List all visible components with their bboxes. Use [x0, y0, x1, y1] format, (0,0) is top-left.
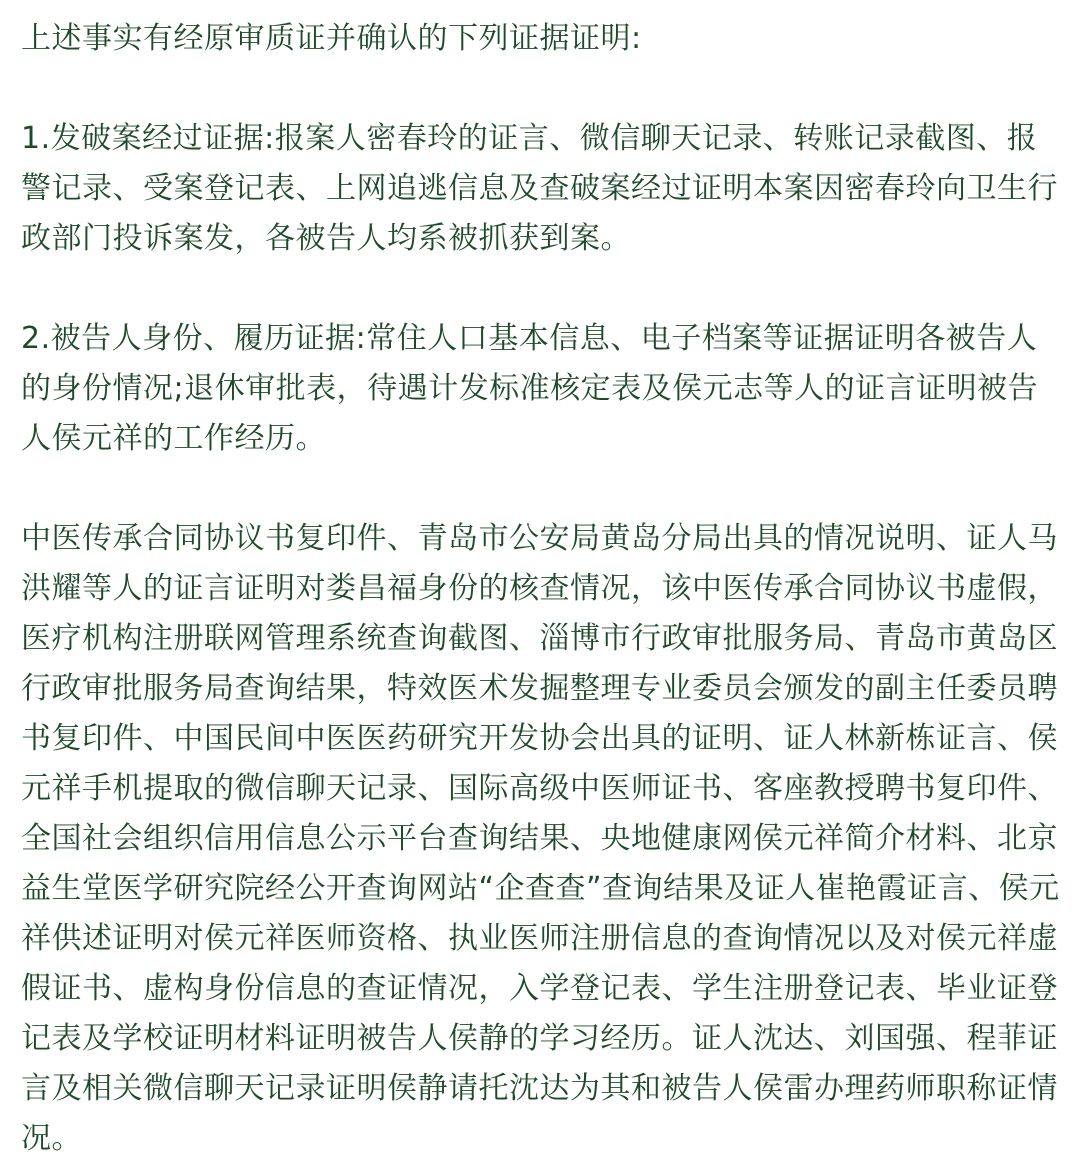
paragraph-identity-evidence: 2.被告人身份、履历证据:常住人口基本信息、电子档案等证据证明各被告人的身份情况;退休审批表，待遇计发标准核定表及侯元志等人的证言证明被告人侯元祥的工作经历。 — [21, 321, 1039, 456]
intro-paragraph: 上述事实有经原审质证并确认的下列证据证明: — [21, 21, 642, 56]
paragraph-verification-evidence: 中医传承合同协议书复印件、青岛市公安局黄岛分局出具的情况说明、证人马洪耀等人的证言证明对娄昌福身份的核查情况，该中医传承合同协议书虚假，医疗机构注册联网管理系统查询截图、淄博市行政审批服务局、青岛市黄岛区行政审批服务局查询结果，特效医术发掘整理专业委员会颁发的副主任委员聘书复印件、中国民间中医医药研究开发协会出具的证明、证人林新栋证言、侯元祥手机提取的微信聊天记录、国际高级中医师证书、客座教授聘书复印件、全国社会组织信用信息公示平台查询结果、央地健康网侯元祥简介材料、北京益生堂医学研究院经公开查询网站“企查查”查询结果及证人崔艳霞证言、侯元祥供述证明对侯元祥医师资格、执业医师注册信息的查询情况以及对侯元祥虚假证书、虚构身份信息的查证情况，入学登记表、学生注册登记表、毕业证登记表及学校证明材料证明被告人侯静的学习经历。证人沈达、刘国强、程菲证言及相关微信聊天记录证明侯静请托沈达为其和被告人侯雷办理药师职称证情况。 — [21, 521, 1060, 1156]
paragraph-case-evidence: 1.发破案经过证据:报案人密春玲的证言、微信聊天记录、转账记录截图、报警记录、受案登记表、上网追逃信息及查破案经过证明本案因密春玲向卫生行政部门投诉案发，各被告人均系被抓获到案。 — [21, 121, 1058, 256]
document-body — [21, 14, 1061, 1164]
